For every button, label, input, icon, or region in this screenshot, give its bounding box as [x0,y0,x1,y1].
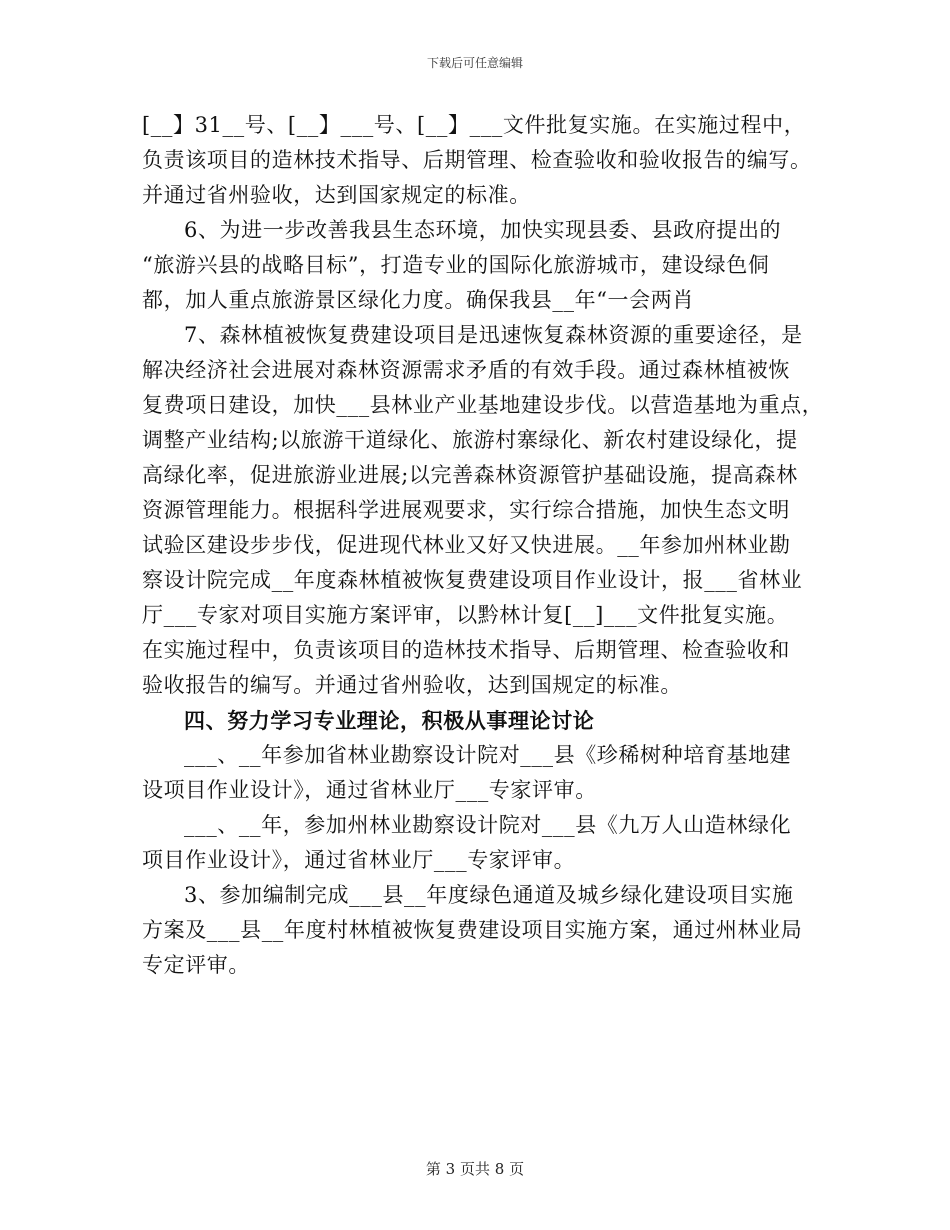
text-line: “旅游兴县的战略目标”，打造专业的国际化旅游城市，建设绿色侗 [142,253,770,277]
text-line: 解决经济社会进展对森林资源需求矛盾的有效手段。通过森林植被恢 [142,358,790,382]
text-line: 项目作业设计》，通过省林业厅___专家评审。 [142,848,576,872]
text-line: 察设计院完成__年度森林植被恢复费建设项目作业设计，报___省林业 [142,568,803,592]
text-line: 调整产业结构;以旅游干道绿化、旅游村寨绿化、新农村建设绿化，提 [142,428,798,452]
text-line: 负责该项目的造林技术指导、后期管理、检查验收和验收报告的编写。 [142,148,812,172]
text-line: 设项目作业设计》，通过省林业厅___专家评审。 [142,778,597,802]
text-line: 方案及___县__年度村林植被恢复费建设项目实施方案，通过州林业局 [142,918,803,942]
text-line: [__】31__号、[__】___号、[__】___文件批复实施。在实施过程中， [142,113,806,137]
page-footer: 第 3 页共 8 页 [425,1160,525,1178]
text-line: 3、参加编制完成___县__年度绿色通道及城乡绿化建设项目实施 [184,883,794,907]
document-body [142,108,822,983]
text-line: 试验区建设步步伐，促进现代林业又好又快进展。__年参加州林业勘 [142,533,791,557]
text-line: 资源管理能力。根据科学进展观要求，实行综合措施，加快生态文明 [142,498,790,522]
page-header: 下载后可任意编辑 [426,56,523,70]
text-line: ___、__年参加省林业勘察设计院对___县《珍稀树种培育基地建 [184,743,792,767]
text-line: 厅___专家对项目实施方案评审，以黔林计复[__]___文件批复实施。 [142,603,789,627]
text-line: 专定评审。 [142,953,250,977]
text-line: 并通过省州验收，达到国家规定的标准。 [142,183,531,207]
text-line: 7、森林植被恢复费建设项目是迅速恢复森林资源的重要途径，是 [184,323,803,347]
text-line: 复费项日建设，加快___县林业产业基地建设步伐。以营造基地为重点， [142,393,824,417]
text-line: 验收报告的编写。并通过省州验收，达到国规定的标准。 [142,673,682,697]
text-line: 高绿化率，促进旅游业进展;以完善森林资源管护基础设施，提高森林 [142,463,798,487]
text-line: 在实施过程中，负责该项目的造林技术指导、后期管理、检查验收和 [142,638,790,662]
section-heading: 四、努力学习专业理论，积极从事理论讨论 [184,708,595,733]
text-line: 6、为进一步改善我县生态环境，加快实现县委、县政府提出的 [184,218,782,242]
text-line: ___、__年，参加州林业勘察设计院对___县《九万人山造林绿化 [184,813,792,837]
text-line: 都，加人重点旅游景区绿化力度。确保我县__年“一会两肖 [142,288,694,312]
